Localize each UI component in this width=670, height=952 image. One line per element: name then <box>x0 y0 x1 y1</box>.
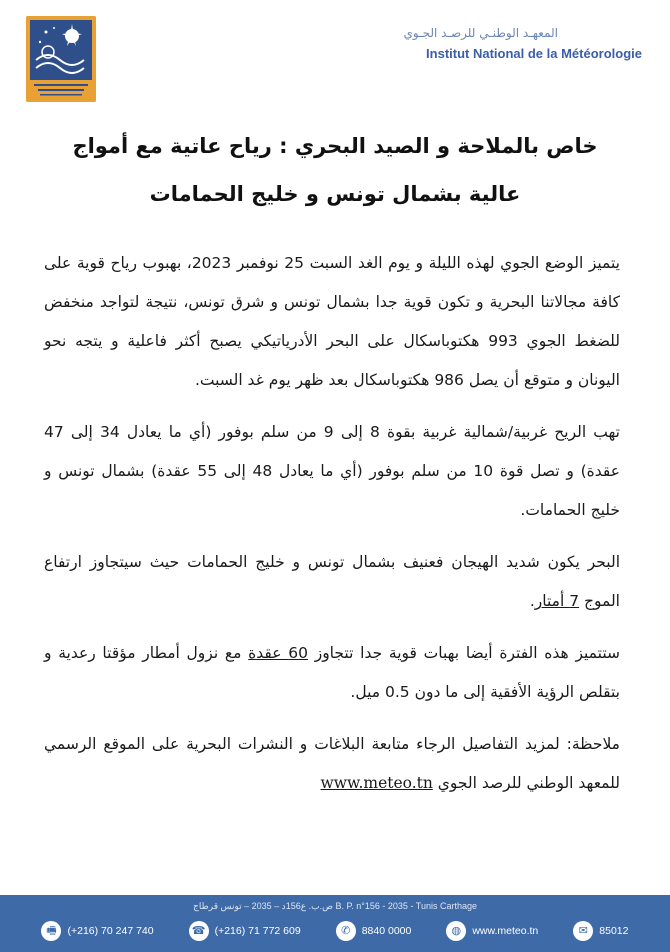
footer-address: ص.ب. ع156د – 2035 – تونس قرطاج B. P. n°156 - 2035 - Tunis Carthage <box>193 901 477 911</box>
note-text: ملاحظة: لمزيد التفاصيل الرجاء متابعة البلاغات و النشرات البحرية على الموقع الرسمي للمعهد الوطني للرصد الجوي <box>44 735 620 792</box>
globe-icon: ◍ <box>446 921 466 941</box>
logo-emblem-icon <box>26 16 96 102</box>
paragraph-sea <box>44 543 620 621</box>
paragraph-situation: يتميز الوضع الجوي لهذه الليلة و يوم الغد السبت 25 نوفمبر 2023، بهبوب رياح قوية على كافة مجالاتنا البحرية و تكون قوية جدا بشمال تونس و شرق تونس، نتيجة لتواجد منخفض للضغط الجوي 993 هكتوباسكال على البحر الأدرياتيكي يصبح أكثر فاعلية و يتجه نحو اليونان و متوقع أن يصل 986 هكتوباسكال بعد ظهر يوم غد السبت. <box>44 254 620 389</box>
org-name-french: Institut National de la Météorologie <box>426 46 642 61</box>
bulletin-title <box>40 122 630 218</box>
sea-text-end: . <box>529 592 535 610</box>
sea-text: البحر يكون شديد الهيجان فعنيف بشمال تونس و خليج الحمامات حيث سيتجاوز ارتفاع الموج <box>44 553 620 610</box>
sms-icon: ✉ <box>573 921 593 941</box>
footer-contacts <box>0 921 670 941</box>
title-line-1: خاص بالملاحة و الصيد البحري : رياح عاتية مع أمواج <box>72 134 598 158</box>
phone-icon: ☎ <box>189 921 209 941</box>
sms-number: 85012 <box>599 925 629 937</box>
wave-height: 7 أمتار <box>534 592 580 610</box>
footer-bar <box>0 895 670 952</box>
title-line-2: عالية بشمال تونس و خليج الحمامات <box>149 182 521 206</box>
gusts-text-end: مع نزول أمطار مؤقتا رعدية و بتقلص الرؤية الأفقية إلى ما دون 0.5 ميل. <box>44 644 620 701</box>
tollfree-icon: ✆ <box>336 921 356 941</box>
org-name-arabic: المعهـد الوطنـي للرصـد الجـوي <box>403 26 558 40</box>
footer-sms <box>573 921 628 941</box>
footer-website-text[interactable]: www.meteo.tn <box>472 925 539 937</box>
fax-icon: 🖷 <box>41 921 61 941</box>
gusts-text: ستتميز هذه الفترة أيضا بهبات قوية جدا تتجاوز <box>307 644 620 662</box>
footer-website[interactable] <box>446 921 538 941</box>
paragraph-wind: تهب الريح غربية/شمالية غربية بقوة 8 إلى 9 من سلم بوفور (أي ما يعادل 34 إلى 47 عقدة) و تصل قوة 10 من سلم بوفور (أي ما يعادل 48 إلى 55 عقدة) بشمال تونس و خليج الحمامات. <box>44 423 620 519</box>
phone-number: (+216) 71 772 609 <box>214 925 301 937</box>
tollfree-number: 8840 0000 <box>361 925 412 937</box>
paragraph-note <box>44 725 620 803</box>
footer-fax <box>41 921 153 941</box>
footer-tollfree <box>336 921 412 941</box>
paragraph-gusts <box>44 634 620 712</box>
footer-phone <box>189 921 301 941</box>
gust-speed: 60 عقدة <box>248 644 308 662</box>
fax-number: (+216) 70 247 740 <box>67 925 154 937</box>
institute-logo <box>26 16 96 102</box>
website-link[interactable]: www.meteo.tn <box>320 774 433 792</box>
bulletin-body <box>44 244 620 816</box>
